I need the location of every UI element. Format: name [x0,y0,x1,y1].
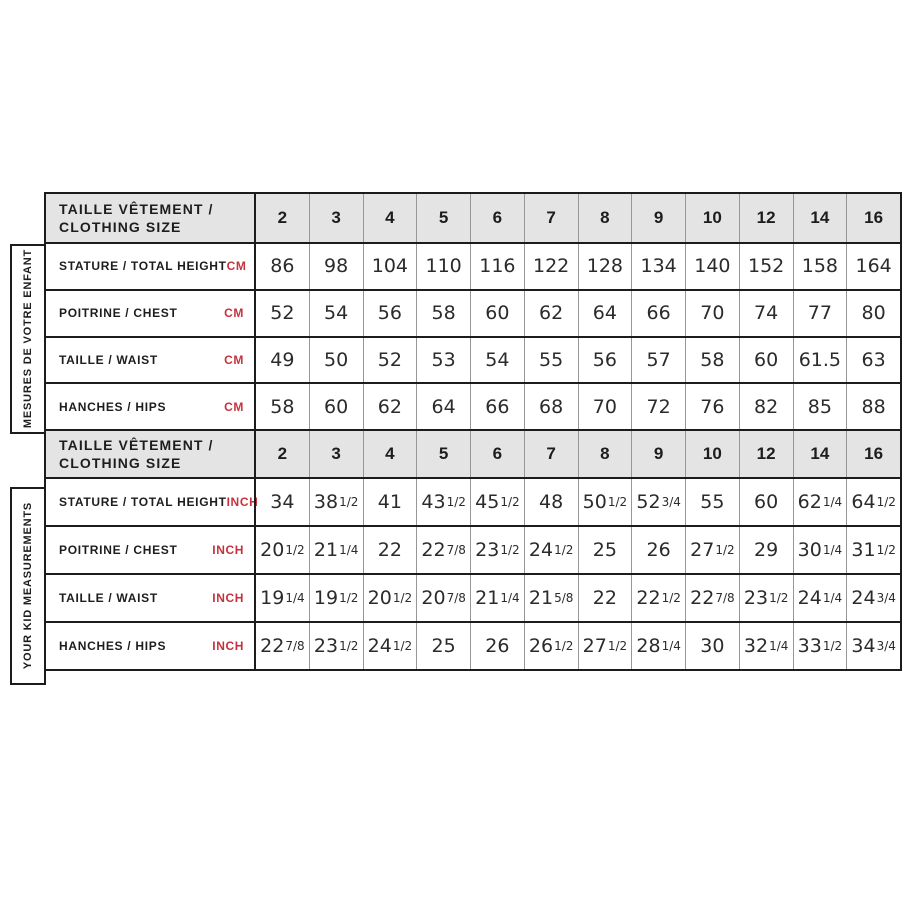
value-whole: 41 [377,491,402,513]
value-cell [846,338,900,383]
value-whole: 38 [313,491,339,513]
side-label-inch: YOUR KID MEASUREMENTS [22,502,34,670]
value-whole: 28 [636,635,661,657]
value-cell [846,575,900,621]
value-whole: 134 [640,255,677,278]
value-cell [416,384,470,429]
value-cell [254,291,309,336]
value-cell [685,575,739,621]
value-whole: 22 [690,587,715,609]
value-whole: 24 [797,587,822,609]
value-whole: 82 [754,395,779,418]
value-whole: 58 [270,395,295,418]
size-column-10: 10 [685,194,739,242]
value-whole: 26 [485,635,510,657]
value-fraction: 1/2 [607,639,628,653]
value-whole: 20 [260,539,285,561]
value-cell [685,384,739,429]
size-column-3: 3 [309,194,363,242]
value-whole: 27 [690,539,715,561]
value-cell [254,244,309,289]
value-cell [631,291,685,336]
value-cell [685,338,739,383]
value-whole: 27 [582,635,607,657]
value-cell [254,338,309,383]
value-cell [524,575,578,621]
size-table [44,192,902,671]
value-cell [631,479,685,525]
row-label: POITRINE / CHEST [59,543,178,557]
unit-label: CM [226,259,247,274]
value-fraction: 1/2 [339,639,359,653]
value-fraction: 1/2 [661,591,681,605]
value-cell [739,244,793,289]
value-fraction: 1/2 [876,543,896,557]
value-cell [524,479,578,525]
value-whole: 50 [582,491,607,513]
value-cell [254,384,309,429]
value-whole: 60 [324,395,349,418]
value-cell [363,384,417,429]
value-cell [254,527,309,573]
value-whole: 85 [807,395,832,418]
value-whole: 26 [528,635,554,657]
value-fraction: 1/4 [822,495,843,509]
value-whole: 77 [807,302,832,325]
value-fraction: 1/2 [339,495,359,509]
value-cell [524,384,578,429]
value-fraction: 1/2 [446,495,466,509]
value-whole: 52 [377,348,402,371]
value-cell [578,384,632,429]
unit-label: CM [224,352,244,367]
value-whole: 48 [539,491,564,513]
table-row [46,289,900,336]
value-cell [846,527,900,573]
value-fraction: 1/2 [554,543,574,557]
value-whole: 34 [851,635,876,657]
value-whole: 54 [485,348,510,371]
value-whole: 23 [743,587,769,609]
value-whole: 56 [592,348,617,371]
value-whole: 63 [861,348,886,371]
value-fraction: 3/4 [876,591,896,605]
value-whole: 34 [270,491,295,513]
value-whole: 31 [851,539,876,561]
size-column-7: 7 [524,431,578,477]
value-whole: 58 [431,302,456,325]
value-cell [578,527,632,573]
value-cell [631,384,685,429]
value-whole: 72 [646,395,671,418]
value-whole: 140 [694,255,731,278]
table-row [46,573,900,621]
unit-label: INCH [212,543,244,557]
value-cell [846,244,900,289]
value-whole: 62 [539,302,564,325]
value-fraction: 7/8 [285,639,305,653]
row-label: HANCHES / HIPS [59,399,167,414]
value-cell [739,384,793,429]
value-whole: 53 [431,348,456,371]
value-whole: 70 [592,395,617,418]
value-whole: 25 [592,539,617,561]
value-whole: 60 [754,491,779,513]
value-fraction: 1/2 [339,591,359,605]
size-header-row-cm [46,194,900,242]
value-cell [578,291,632,336]
value-fraction: 1/2 [876,495,896,509]
value-fraction: 1/2 [769,591,789,605]
value-cell [309,384,363,429]
size-header-label [46,431,254,477]
value-whole: 62 [797,491,822,513]
value-fraction: 3/4 [876,639,896,653]
value-cell [739,291,793,336]
size-column-9: 9 [631,431,685,477]
value-cell [631,338,685,383]
size-column-2: 2 [254,431,309,477]
size-column-5: 5 [416,431,470,477]
value-cell [309,623,363,669]
value-whole: 32 [743,635,769,657]
row-label: TAILLE / WAIST [59,352,158,367]
value-cell [846,384,900,429]
value-cell [524,338,578,383]
value-whole: 22 [592,587,617,609]
table-row [46,477,900,525]
value-cell [309,479,363,525]
value-whole: 55 [539,348,564,371]
value-whole: 24 [367,635,392,657]
value-cell [254,575,309,621]
value-whole: 55 [700,491,725,513]
value-fraction: 1/4 [769,639,789,653]
value-whole: 22 [421,539,446,561]
value-cell [470,384,524,429]
row-label-cell [46,384,254,429]
value-whole: 88 [861,395,886,418]
value-whole: 98 [324,255,349,278]
value-cell [363,244,417,289]
size-header-line1: TAILLE VÊTEMENT / [59,200,214,217]
value-cell [739,479,793,525]
value-cell [685,527,739,573]
value-fraction: 3/4 [661,495,681,509]
value-cell [470,338,524,383]
value-whole: 64 [592,302,617,325]
value-fraction: 1/2 [554,639,574,653]
value-whole: 20 [367,587,392,609]
value-cell [309,527,363,573]
value-whole: 61.5 [798,348,842,371]
unit-label: INCH [226,495,259,509]
value-whole: 158 [801,255,838,278]
value-cell [793,384,847,429]
value-fraction: 1/2 [392,591,413,605]
size-column-8: 8 [578,194,632,242]
value-cell [631,623,685,669]
size-column-5: 5 [416,194,470,242]
side-label-cm-box [10,244,46,434]
value-whole: 164 [855,255,892,278]
unit-label: CM [224,399,244,414]
row-label-cell [46,527,254,573]
value-whole: 45 [475,491,500,513]
value-fraction: 5/8 [554,591,574,605]
value-cell [793,575,847,621]
value-whole: 52 [270,302,295,325]
value-whole: 56 [377,302,402,325]
value-whole: 22 [377,539,402,561]
value-whole: 30 [797,539,822,561]
value-whole: 25 [431,635,456,657]
value-cell [309,291,363,336]
size-column-6: 6 [470,431,524,477]
size-column-8: 8 [578,431,632,477]
value-cell [416,623,470,669]
value-cell [685,479,739,525]
value-cell [793,479,847,525]
value-cell [254,623,309,669]
value-cell [470,575,524,621]
table-row [46,242,900,289]
table-row [46,336,900,383]
value-cell [524,244,578,289]
table-row [46,525,900,573]
value-whole: 22 [260,635,285,657]
value-cell [470,244,524,289]
value-fraction: 1/2 [500,543,520,557]
value-whole: 26 [646,539,671,561]
size-column-7: 7 [524,194,578,242]
value-cell [685,244,739,289]
unit-label: CM [224,306,244,321]
size-header-line2: CLOTHING SIZE [59,455,182,471]
value-cell [416,291,470,336]
value-cell [470,623,524,669]
value-whole: 64 [851,491,876,513]
row-label: STATURE / TOTAL HEIGHT [59,259,227,274]
value-whole: 24 [528,539,554,561]
value-whole: 80 [861,302,886,325]
value-whole: 49 [270,348,295,371]
value-cell [739,575,793,621]
value-cell [793,338,847,383]
value-whole: 60 [485,302,510,325]
value-whole: 24 [851,587,876,609]
value-cell [631,244,685,289]
value-whole: 50 [324,348,349,371]
value-fraction: 1/4 [822,543,843,557]
row-label: STATURE / TOTAL HEIGHT [59,495,227,509]
value-cell [363,623,417,669]
value-whole: 30 [700,635,725,657]
value-whole: 43 [421,491,446,513]
value-fraction: 7/8 [446,591,466,605]
value-cell [416,479,470,525]
value-whole: 33 [797,635,822,657]
value-whole: 29 [754,539,779,561]
value-cell [416,244,470,289]
value-cell [363,479,417,525]
value-cell [470,479,524,525]
value-fraction: 1/4 [822,591,843,605]
value-cell [739,527,793,573]
value-whole: 76 [700,395,725,418]
value-whole: 70 [700,302,725,325]
row-label: POITRINE / CHEST [59,306,178,321]
value-whole: 23 [313,635,339,657]
value-cell [524,527,578,573]
value-whole: 22 [636,587,661,609]
value-fraction: 1/4 [500,591,520,605]
value-whole: 116 [479,255,516,278]
value-fraction: 1/4 [339,543,359,557]
value-fraction: 1/2 [285,543,305,557]
row-label: HANCHES / HIPS [59,639,167,653]
value-cell [363,291,417,336]
value-cell [685,291,739,336]
value-cell [631,527,685,573]
value-cell [578,338,632,383]
value-cell [739,623,793,669]
value-cell [793,291,847,336]
value-fraction: 7/8 [446,543,466,557]
value-cell [685,623,739,669]
unit-label: INCH [212,591,244,605]
value-whole: 66 [485,395,510,418]
size-header-label [46,194,254,242]
value-fraction: 1/4 [285,591,305,605]
row-label-cell [46,244,254,289]
value-cell [363,527,417,573]
value-cell [470,291,524,336]
size-column-12: 12 [739,194,793,242]
value-whole: 122 [532,255,570,278]
value-fraction: 7/8 [715,591,735,605]
value-whole: 20 [421,587,446,609]
value-cell [578,623,632,669]
value-whole: 74 [754,302,779,325]
value-cell [524,623,578,669]
value-whole: 52 [636,491,661,513]
value-whole: 21 [528,587,554,609]
value-whole: 21 [475,587,500,609]
value-fraction: 1/4 [661,639,681,653]
value-cell [793,244,847,289]
value-cell [846,291,900,336]
value-cell [846,479,900,525]
value-whole: 60 [754,348,779,371]
value-whole: 152 [747,255,785,278]
value-cell [631,575,685,621]
value-whole: 68 [539,395,564,418]
value-cell [578,244,632,289]
size-header-row-inch [46,429,900,477]
value-cell [578,575,632,621]
size-column-12: 12 [739,431,793,477]
value-cell [309,244,363,289]
value-whole: 128 [586,255,623,278]
size-column-16: 16 [846,431,900,477]
value-whole: 19 [313,587,339,609]
value-whole: 64 [431,395,456,418]
value-cell [363,338,417,383]
side-label-cm: MESURES DE VOTRE ENFANT [22,249,34,429]
size-column-14: 14 [793,431,847,477]
size-column-2: 2 [254,194,309,242]
value-fraction: 1/2 [822,639,843,653]
row-label: TAILLE / WAIST [59,591,158,605]
row-label-cell [46,338,254,383]
value-whole: 62 [377,395,402,418]
size-column-10: 10 [685,431,739,477]
value-cell [416,338,470,383]
side-label-inch-box [10,487,46,685]
value-whole: 57 [646,348,671,371]
value-cell [363,575,417,621]
value-cell [524,291,578,336]
table-row [46,382,900,429]
unit-label: INCH [212,639,244,653]
size-column-9: 9 [631,194,685,242]
value-cell [416,575,470,621]
value-whole: 86 [270,255,295,278]
value-cell [578,479,632,525]
value-cell [739,338,793,383]
value-whole: 23 [475,539,500,561]
value-cell [846,623,900,669]
size-column-4: 4 [363,194,417,242]
value-cell [309,338,363,383]
size-header-line2: CLOTHING SIZE [59,219,182,235]
value-whole: 21 [313,539,339,561]
value-cell [254,479,309,525]
size-column-6: 6 [470,194,524,242]
value-fraction: 1/2 [715,543,735,557]
value-cell [793,527,847,573]
value-cell [470,527,524,573]
value-whole: 110 [425,255,462,278]
size-header-line1: TAILLE VÊTEMENT / [59,436,214,453]
value-fraction: 1/2 [607,495,628,509]
value-fraction: 1/2 [392,639,413,653]
size-column-4: 4 [363,431,417,477]
size-column-16: 16 [846,194,900,242]
value-whole: 66 [646,302,671,325]
value-cell [309,575,363,621]
value-cell [793,623,847,669]
row-label-cell [46,479,259,525]
row-label-cell [46,623,254,669]
table-row [46,621,900,669]
size-column-3: 3 [309,431,363,477]
value-cell [416,527,470,573]
size-column-14: 14 [793,194,847,242]
row-label-cell [46,575,254,621]
value-whole: 54 [324,302,349,325]
value-whole: 104 [371,255,408,278]
value-whole: 58 [700,348,725,371]
value-whole: 19 [260,587,285,609]
value-fraction: 1/2 [500,495,520,509]
row-label-cell [46,291,254,336]
